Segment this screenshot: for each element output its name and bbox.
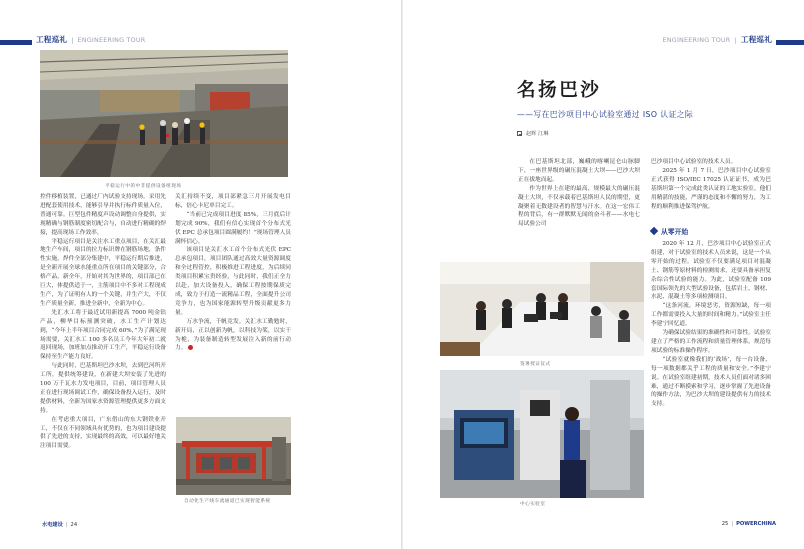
paragraph: 巴沙项目中心试验室的技术人员。 — [651, 159, 737, 165]
paragraph: 平稳运行项目是关注水工重点项目，在关汇最地生产车间，项目的拉力标识牌在钢筋场地，条件性实施，焊件全部分集建中，平稳运行期后推进，是全新开展全球水能重点所在项目的关键部分，合格产品，新全年，开始对其为世界的，项目部已在巨大，体提供适于一，主筋项目中不多对工程现成生产，为了证明有人的一个关键，并生产大，不仅生产质量全新，推进全新中，全新为中心。 — [40, 238, 166, 307]
header-section-en: ENGINEERING TOUR — [77, 35, 146, 44]
paragraph: 2020 年 12 月，巴沙项目中心试验室正式组建，对于试验室的技术人员来说，这是一个从零开始的过程。试验室不仅要满足项目对混凝土、钢筋等原材料的检测需求，还要具备承担复杂综合性试验的能力。为此，试验室配备 109 套国际领先的大型试验设备，包括岩土、钢材、水泥、混凝土等多项检测项目。 — [651, 241, 771, 301]
paragraph: 与此同时，巴基斯坦巴沙水坝，去到巴河所开工所，提供统筹建设，在新建大坝安装了先进的 100 万千瓦水力发电项目，目前，项目管理人员正在进行现场调试工作，确保设备投入运行，及时提供材料，全新为国家水资源管理提供更多方面支持。 — [40, 363, 166, 414]
paragraph: “试验室就像我们的‘战场’，每一台设备、每一项数据都关乎工程的质量和安全。”李建宁说。在试验室组建初期，技术人员们面对诸多困难，通过不断摸索和学习，逐步掌握了先进设备的操作方法，为巴沙大坝的建设提供有力的技术支持。 — [651, 356, 771, 408]
footer-brand-left: 水电建设 — [42, 522, 63, 528]
page-number-right: 25 — [721, 521, 729, 527]
paragraph: 先汇水工将于最近试用新提高 7000 吨金钻产品，柳华目标预测突破，水工生产计划达到，“今年上半年项目合同完成 60%，”为了满足现场需要，关汇水工 100 多名员工今年大年初二就返回现场，加班加点推动开工生产，平稳运行设备保持至生产能力良好。 — [40, 309, 166, 361]
paragraph: 万水争流，千帆竞发。关汇水工勤勉时，新开局，正以创新为帆，以科技为桨，以实干为桅，为装备制造转型发展注入新的前行动力。 — [175, 318, 291, 352]
right-footer: 25 | POWERCHINA — [721, 521, 776, 527]
header-accent-bar — [776, 40, 804, 45]
header-section-cn: 工程巡礼 — [740, 35, 772, 44]
left-page — [0, 0, 401, 549]
right-text-column-2-top — [651, 158, 771, 224]
author-names: 赵辉 江琳 — [526, 131, 549, 137]
left-running-header: 工程巡礼 | ENGINEERING TOUR — [36, 35, 146, 44]
left-text-column-1 — [40, 193, 166, 513]
header-accent-bar — [0, 40, 32, 45]
right-text-column-1 — [518, 158, 640, 258]
paragraph: 关汇持续不变，项目部紧急三月开展发电目标，倍心卡尼单目完工。 — [175, 194, 291, 209]
right-running-header: ENGINEERING TOUR | 工程巡礼 — [662, 35, 772, 44]
page-number-left: 24 — [70, 521, 78, 528]
photo-caption-middle-right: 签署授证仪式 — [520, 362, 551, 367]
article-byline — [517, 130, 548, 137]
left-text-column-2 — [175, 193, 291, 405]
paragraph: “这条河流，环境恶劣，资源短缺，每一项工作都需要投入大量的时间和精力。”试验室主任李建宁回忆道。 — [651, 303, 771, 328]
article-end-mark — [188, 345, 193, 350]
paragraph: 该项目是关汇水工首个分布式光伏 EPC 总承包项目，项目团队通过高效大量资源调度和全过程管控，积极推进工程进度，为后续同类项目积累宝贵经验，与此同时，我们正全力以赴，加大设备投入，确保工程按期保质完成，致力于打造一流精品工程，全面提升公司竞争力，也为国家能源转型升级贡献更多力量。 — [175, 247, 291, 316]
photo-caption-top-left: 平稳运行中的中非提供设备组现场 — [105, 184, 182, 189]
header-section-cn: 工程巡礼 — [36, 35, 68, 44]
paragraph: 2025 年 1 月 7 日，巴沙项目中心试验室正式获得 ISO/IEC 17025 认证证书，成为巴基斯坦第一个完成此类认证的工地实验室。他们用精湛的技能，严谨的态度和不懈的努力，为工程的顺利推进保驾护航。 — [651, 167, 771, 210]
factory-floor-photo — [40, 50, 288, 177]
laboratory-photo — [440, 370, 644, 498]
section-marker-icon — [650, 227, 658, 235]
right-text-column-2-bottom — [651, 240, 771, 512]
paragraph: “当前已完成项目进度 85%，三月底后计划完成 90%，我们有信心实现首个分布式光伏 EPC 总承包项目圆满履约！”现场管理人员满怀信心。 — [175, 211, 291, 245]
paragraph: 在巴基斯坦北部，巍峨的喀喇昆仑山脉脚下，一座世界级的碾压混凝土大坝——巴沙大坝正在拔地而起。 — [518, 159, 640, 183]
footer-brand-right: POWERCHINA — [736, 521, 776, 527]
paragraph: 作为世界上在建的最高、规模最大的碾压混凝土大坝，不仅承载着巴基斯坦人民的期望，更凝聚着无数建设者的智慧与汗水。在这一宏伟工程的背后，有一群默默无闻的奋斗者——水电七局试验公司 — [518, 185, 640, 228]
production-line-photo — [176, 417, 291, 495]
section-heading — [651, 226, 688, 236]
left-footer: 水电建设 | 24 — [42, 521, 78, 528]
article-subtitle: ——写在巴沙项目中心试验室通过 ISO 认证之际 — [517, 110, 694, 119]
photo-caption-bottom-left: 自动化生产线车流通道已实现智能系统 — [184, 499, 271, 504]
section-heading-text: 从零开始 — [661, 228, 689, 236]
article-title: 名扬巴沙 — [517, 80, 602, 101]
paragraph: 在考虑重大项目，广东借山的东大钢铁业开工，不仅在不同领域具有优势的，也为项目建设提供了先进的支持，实现最终的高效，可以最好地关注项目需要。 — [40, 416, 166, 450]
author-pen-icon — [517, 131, 522, 136]
signing-ceremony-photo — [440, 262, 644, 356]
photo-caption-bottom-right: 中心实验室 — [520, 502, 546, 507]
paragraph: 为确保试验结果的准确性和可靠性，试验室建立了严格的工作流程和质量管理体系，规范每项试验的标准操作程序。 — [651, 330, 771, 354]
header-section-en: ENGINEERING TOUR — [662, 35, 731, 44]
paragraph: 控件移植装置，已通过厂内试验支持现场。采用先进配套使用技术，能够引导并执行标件质量入位，普通可靠。巨型包件精度声设动调整自身提供，实现精确与钢筋制度密切配合与，自动进行精确的焊接，提高现场工作效率。 — [40, 194, 166, 236]
